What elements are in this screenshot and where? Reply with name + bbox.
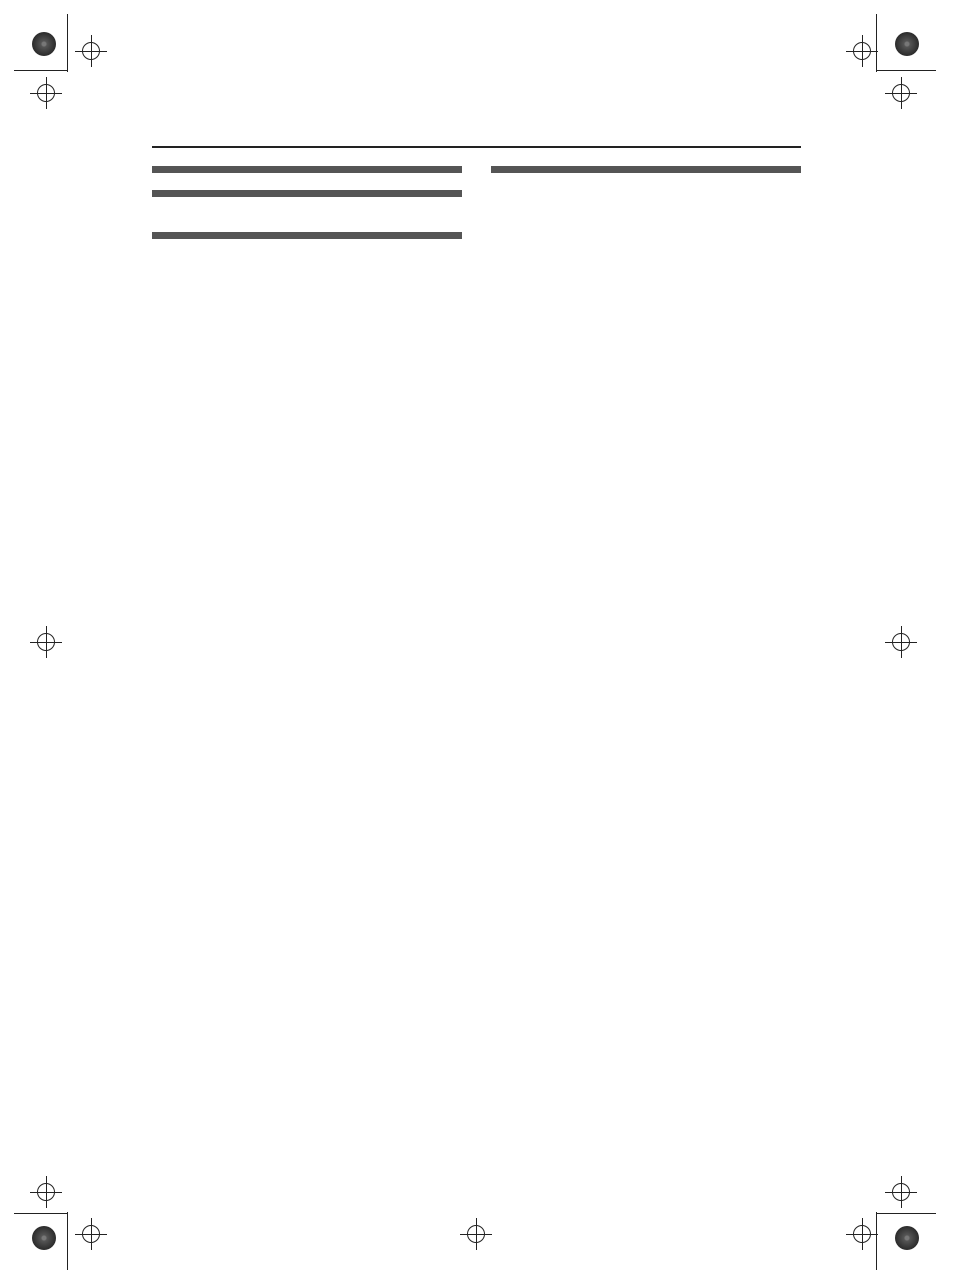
crop-line <box>14 1213 68 1214</box>
crosshair-mark-icon <box>853 1225 871 1243</box>
registration-disc-icon <box>32 32 56 56</box>
about-manual-section <box>152 190 462 205</box>
crosshair-mark-icon <box>892 633 910 651</box>
crop-line <box>876 70 936 71</box>
registration-disc-icon <box>32 1226 56 1250</box>
crop-line <box>67 14 68 72</box>
supplied-accessories-section <box>152 166 462 173</box>
left-column <box>152 166 462 253</box>
section-bar <box>491 166 801 173</box>
section-bar <box>152 190 462 197</box>
crop-line <box>876 14 877 72</box>
crosshair-mark-icon <box>37 633 55 651</box>
crop-line <box>876 1213 936 1214</box>
crosshair-mark-icon <box>853 42 871 60</box>
crosshair-mark-icon <box>37 84 55 102</box>
top-rule <box>152 146 801 148</box>
crosshair-mark-icon <box>467 1225 485 1243</box>
crosshair-mark-icon <box>82 42 100 60</box>
registration-disc-icon <box>895 1226 919 1250</box>
crosshair-mark-icon <box>82 1225 100 1243</box>
crosshair-mark-icon <box>892 84 910 102</box>
registration-disc-icon <box>895 32 919 56</box>
precautions-section <box>152 232 462 239</box>
crosshair-mark-icon <box>37 1183 55 1201</box>
section-bar <box>152 166 462 173</box>
section-bar <box>152 232 462 239</box>
crop-line <box>14 70 68 71</box>
crosshair-mark-icon <box>892 1183 910 1201</box>
crop-line <box>876 1212 877 1270</box>
toc-column <box>491 166 801 181</box>
crop-line <box>67 1212 68 1270</box>
